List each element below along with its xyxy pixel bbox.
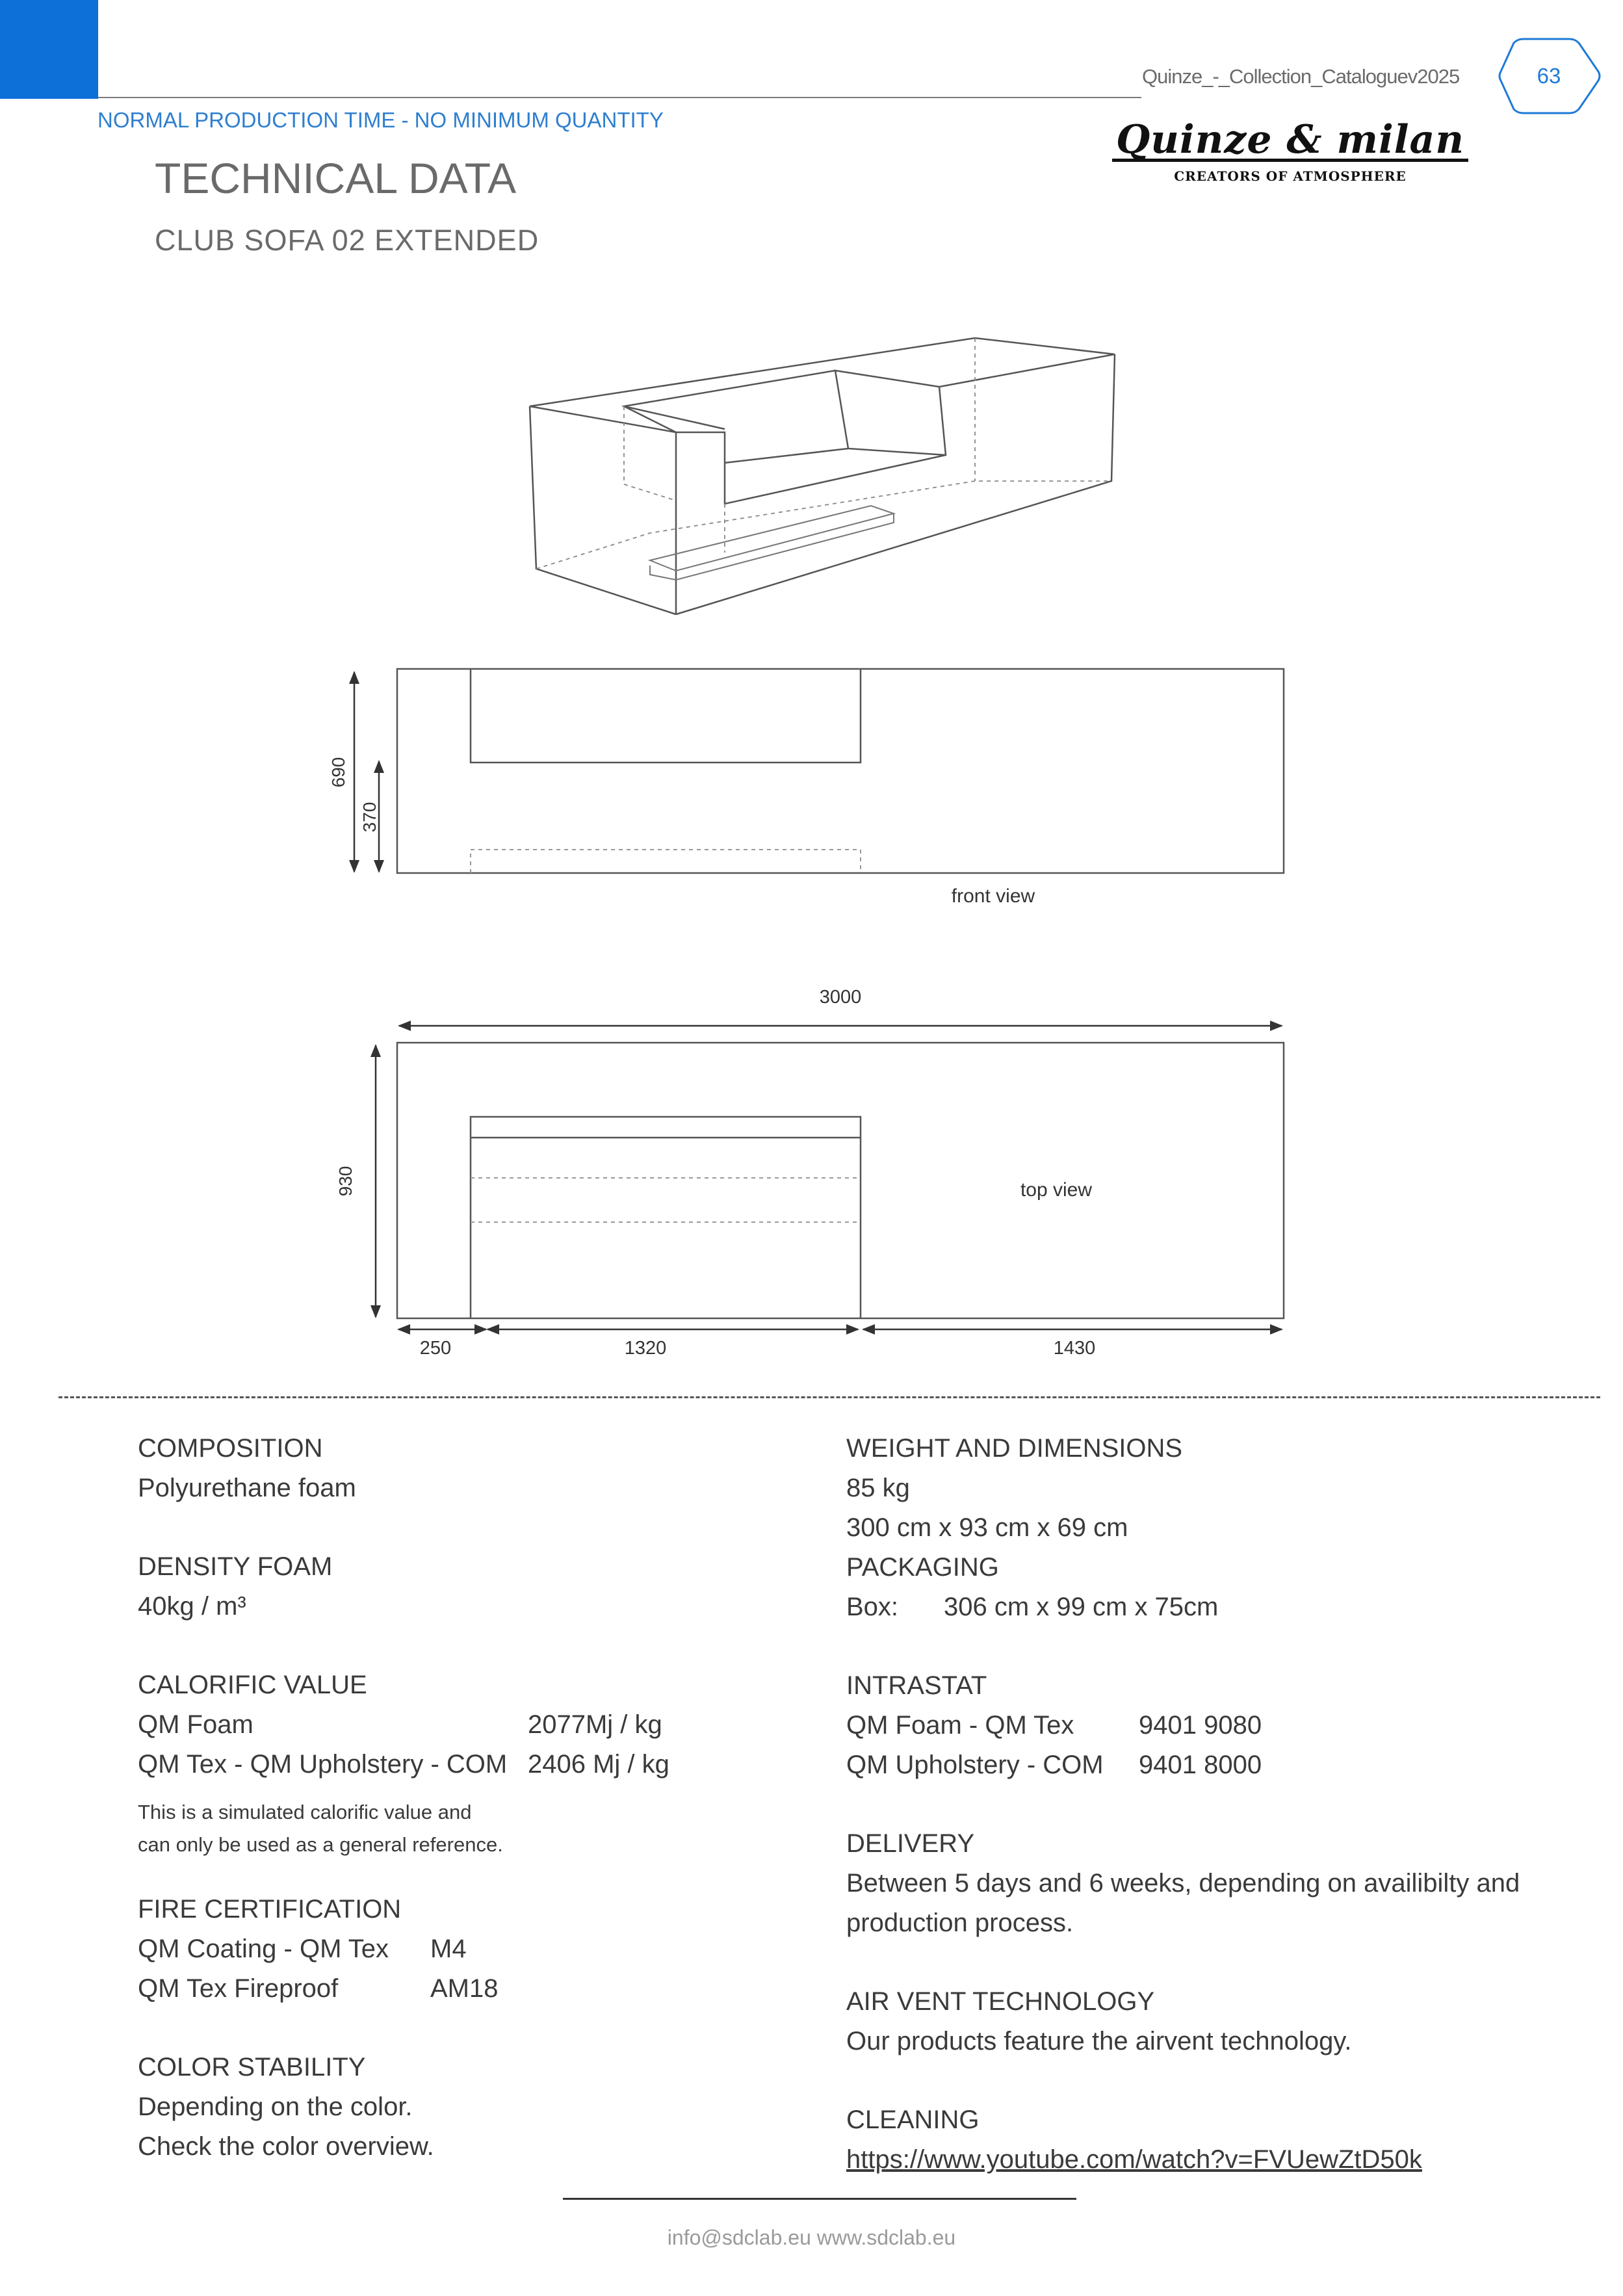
composition-value: Polyurethane foam (138, 1474, 356, 1502)
delivery-line: production process. (846, 1909, 1074, 1937)
intrastat-label: QM Foam - QM Tex (846, 1711, 1074, 1740)
color-stability-line: Depending on the color. (138, 2093, 413, 2121)
footer-rule (563, 2198, 1076, 2200)
density-heading: DENSITY FOAM (138, 1552, 333, 1581)
top-view-label: top view (1020, 1179, 1093, 1201)
delivery-heading: DELIVERY (846, 1829, 975, 1858)
brand-color-block (0, 0, 98, 99)
calorific-row (138, 1745, 736, 1784)
dim-left-arm: 250 (419, 1338, 452, 1359)
fire-label: QM Tex Fireproof (138, 1974, 339, 2003)
intrastat-row (846, 1706, 1594, 1745)
color-stability-line: Check the color overview. (138, 2132, 434, 2161)
dimensions-value: 300 cm x 93 cm x 69 cm (846, 1513, 1128, 1542)
cleaning-heading: CLEANING (846, 2106, 980, 2134)
airvent-value: Our products feature the airvent technology. (846, 2027, 1352, 2055)
intrastat-value: 9401 9080 (1139, 1711, 1262, 1740)
intrastat-label: QM Upholstery - COM (846, 1751, 1104, 1779)
intrastat-row (846, 1745, 1594, 1785)
top-view (397, 1043, 1284, 1318)
density-value: 40kg / m³ (138, 1592, 246, 1621)
cleaning-video-link[interactable]: https://www.youtube.com/watch?v=FVUewZtD50k (846, 2145, 1422, 2174)
delivery-line: Between 5 days and 6 weeks, depending on availibilty and (846, 1869, 1520, 1898)
dim-seat-width: 1320 (624, 1338, 667, 1359)
packaging-row (846, 1587, 1594, 1627)
technical-drawing (0, 312, 1623, 1391)
composition-heading: COMPOSITION (138, 1434, 323, 1463)
fire-heading: FIRE CERTIFICATION (138, 1895, 402, 1924)
fire-row (138, 1969, 736, 2009)
box-label: Box: (846, 1593, 899, 1621)
header-rule (98, 97, 1141, 98)
airvent-heading: AIR VENT TECHNOLOGY (846, 1987, 1155, 2016)
front-view (397, 669, 1284, 873)
calorific-note: This is a simulated calorific value and (138, 1801, 472, 1823)
fire-value: AM18 (430, 1974, 499, 2003)
box-value: 306 cm x 99 cm x 75cm (944, 1593, 1219, 1621)
logo-tagline: CREATORS OF ATMOSPHERE (1174, 168, 1407, 184)
dim-total-height: 690 (328, 757, 348, 788)
logo-wordmark: Quinze & milan (1112, 121, 1468, 162)
brand-logo (1108, 117, 1472, 184)
left-spec-column (138, 1429, 736, 2167)
packaging-heading: PACKAGING (846, 1553, 999, 1582)
page-number: 63 (1537, 64, 1561, 88)
production-note: NORMAL PRODUCTION TIME - NO MINIMUM QUANTITY (97, 108, 664, 132)
calorific-label: QM Tex - QM Upholstery - COM (138, 1750, 508, 1779)
dim-depth: 930 (335, 1166, 356, 1197)
dim-seat-height: 370 (359, 802, 380, 833)
front-view-label: front view (951, 885, 1035, 907)
page-title: TECHNICAL DATA (155, 154, 517, 202)
intrastat-value: 9401 8000 (1139, 1751, 1262, 1779)
right-spec-column (846, 1429, 1594, 2180)
calorific-heading: CALORIFIC VALUE (138, 1671, 367, 1699)
calorific-note: can only be used as a general reference. (138, 1833, 503, 1856)
footer-contact[interactable]: info@sdclab.eu www.sdclab.eu (667, 2226, 956, 2249)
weight-value: 85 kg (846, 1474, 910, 1502)
top-view-hidden-lines (471, 1178, 861, 1222)
weight-heading: WEIGHT AND DIMENSIONS (846, 1434, 1183, 1463)
isometric-seat-slot (650, 506, 894, 580)
front-view-hidden-seat (471, 850, 861, 873)
section-divider (58, 1396, 1600, 1398)
color-stability-heading: COLOR STABILITY (138, 2053, 366, 2081)
intrastat-heading: INTRASTAT (846, 1671, 987, 1700)
fire-row (138, 1929, 736, 1969)
calorific-label: QM Foam (138, 1710, 253, 1739)
calorific-value: 2406 Mj / kg (528, 1750, 669, 1779)
catalogue-name: Quinze_-_Collection_Cataloguev2025 (1142, 65, 1460, 88)
fire-value: M4 (430, 1935, 467, 1963)
isometric-view (530, 338, 1115, 614)
product-name: CLUB SOFA 02 EXTENDED (155, 224, 539, 257)
fire-label: QM Coating - QM Tex (138, 1935, 389, 1963)
dim-right-section: 1430 (1053, 1338, 1096, 1359)
calorific-row (138, 1705, 736, 1745)
dim-total-width: 3000 (819, 987, 862, 1008)
calorific-value: 2077Mj / kg (528, 1710, 662, 1739)
